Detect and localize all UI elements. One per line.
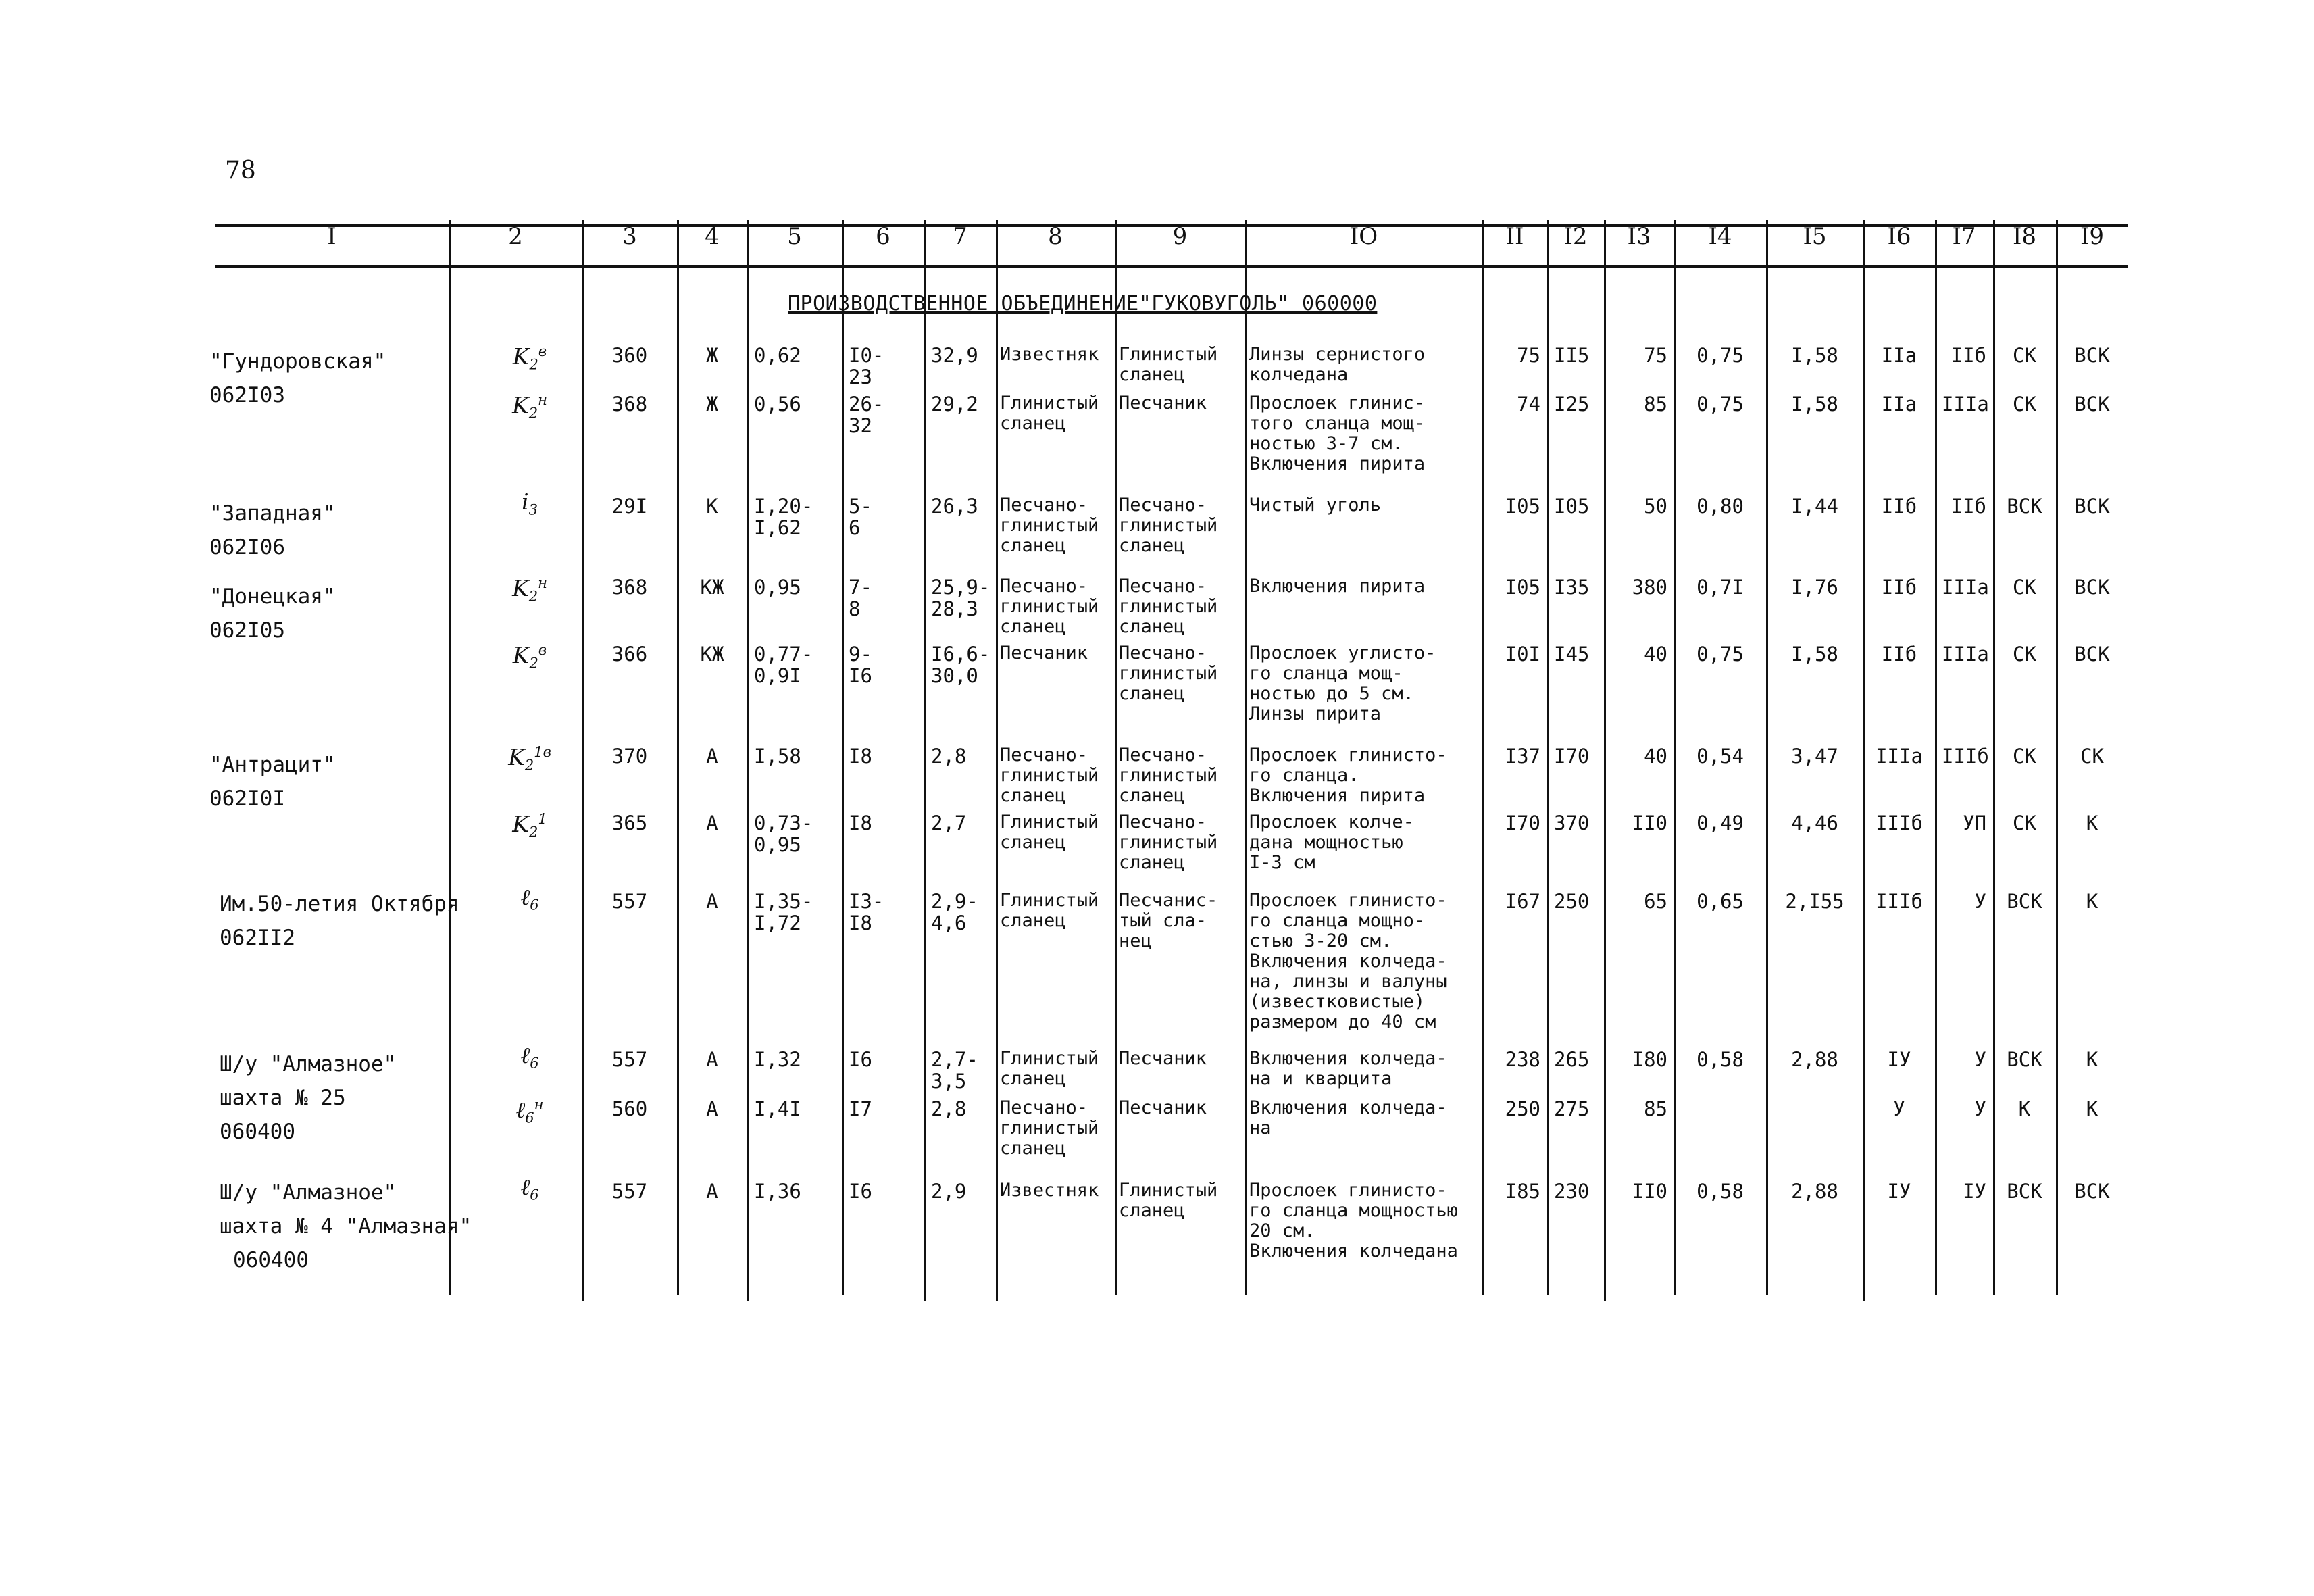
table-cell: I70 — [1554, 745, 1590, 768]
column-divider — [582, 220, 584, 1301]
table-cell: 0,49 — [1696, 812, 1744, 834]
table-cell: I25 — [1554, 393, 1590, 416]
table-cell: Глинистый сланец — [1000, 1048, 1099, 1089]
table-cell: Глинистый сланец — [1000, 812, 1099, 853]
table-cell: I,58 — [1791, 393, 1838, 416]
table-cell: II0 — [1632, 1180, 1667, 1203]
table-cell: Прослоек углисто- го сланца мощ- ностью до 5 см. Линзы пирита — [1249, 643, 1436, 724]
table-cell: IIIa — [1876, 745, 1923, 768]
column-divider — [449, 220, 451, 1295]
table-cell: I05 — [1505, 495, 1540, 518]
table-cell: Песчаник — [1119, 1048, 1207, 1069]
table-cell: 0,80 — [1696, 495, 1744, 518]
column-divider — [2056, 220, 2058, 1295]
table-cell: I,36 — [754, 1180, 801, 1203]
table-cell: Глинистый сланец — [1000, 890, 1099, 931]
table-cell: 250 — [1505, 1097, 1540, 1120]
table-cell: К — [2086, 812, 2098, 834]
seam-base: i — [522, 489, 529, 515]
seam-base: K — [512, 642, 530, 668]
column-divider — [1766, 220, 1768, 1295]
table-cell: I45 — [1554, 643, 1590, 666]
table-cell: А — [706, 1097, 718, 1120]
column-header: I — [327, 223, 336, 250]
table-cell: 275 — [1554, 1097, 1590, 1120]
table-cell: Песчано- глинистый сланец — [1119, 495, 1218, 556]
mine-code: 062II2 — [220, 926, 295, 950]
table-cell: IIIa — [1942, 576, 1989, 599]
table-cell: 0,95 — [754, 576, 801, 599]
column-header: II — [1505, 223, 1524, 250]
table-cell: 32,9 — [931, 344, 978, 367]
seam-sub: 2 — [528, 824, 538, 841]
table-cell: Песчанис- тый сла- нец — [1119, 890, 1218, 951]
table-cell: IIa — [1881, 393, 1917, 416]
column-divider — [842, 220, 844, 1295]
table-cell: II5 — [1554, 344, 1590, 367]
table-cell: I05 — [1554, 495, 1590, 518]
column-header: 8 — [1048, 223, 1063, 250]
table-cell: I8 — [849, 745, 872, 768]
table-cell: 40 — [1644, 745, 1667, 768]
seam-index — [489, 741, 570, 776]
table-cell: 0,75 — [1696, 344, 1744, 367]
table-cell: IIб — [1951, 344, 1986, 367]
seam-index — [489, 341, 570, 376]
table-cell: СК — [2013, 812, 2036, 834]
table-cell: 368 — [611, 576, 648, 599]
table-cell: У — [1974, 1048, 1986, 1071]
seam-index — [489, 389, 570, 424]
table-cell: Включения пирита — [1249, 576, 1426, 597]
table-cell: I85 — [1505, 1180, 1540, 1203]
table-cell: 380 — [1632, 576, 1667, 599]
mine-code: 060400 — [233, 1248, 309, 1272]
table-cell: 557 — [611, 890, 648, 913]
column-header: I8 — [2012, 223, 2037, 250]
mine-name — [209, 345, 386, 412]
column-header: IO — [1349, 223, 1378, 250]
table-cell: I6 — [849, 1048, 872, 1071]
table-cell: Линзы сернистого колчедана — [1249, 344, 1426, 385]
table-cell: 85 — [1644, 1097, 1667, 1120]
column-divider — [1993, 220, 1995, 1295]
table-cell: I67 — [1505, 890, 1540, 913]
column-header: 9 — [1172, 223, 1188, 250]
table-cell: 557 — [611, 1048, 648, 1071]
table-cell: IУ — [1887, 1180, 1911, 1203]
table-cell: 230 — [1554, 1180, 1590, 1203]
table-cell: I80 — [1632, 1048, 1667, 1071]
column-header: 2 — [508, 223, 523, 250]
column-divider — [747, 220, 749, 1301]
table-cell: 9- I6 — [849, 643, 872, 687]
table-cell: 2,I55 — [1785, 890, 1844, 913]
table-cell: Прослоек колче- дана мощностью I-3 см — [1249, 812, 1414, 873]
table-cell: УП — [1963, 812, 1986, 834]
table-cell: 368 — [611, 393, 648, 416]
table-cell: IIIб — [1876, 812, 1923, 834]
table-cell: 2,7- 3,5 — [931, 1048, 978, 1093]
table-cell: 65 — [1644, 890, 1667, 913]
table-cell: I,32 — [754, 1048, 801, 1071]
table-cell: 29,2 — [931, 393, 978, 416]
seam-sub: 2 — [528, 588, 538, 605]
seam-sub: 3 — [528, 501, 538, 518]
seam-index — [489, 491, 570, 521]
mine-line2: шахта № 4 "Алмазная" — [220, 1214, 472, 1239]
column-divider — [996, 220, 998, 1301]
table-cell: Песчано- глинистый сланец — [1000, 745, 1099, 806]
table-cell: I,58 — [1791, 344, 1838, 367]
table-cell: I,20- I,62 — [754, 495, 813, 539]
seam-sub: 2 — [528, 405, 538, 422]
table-cell: Песчаник — [1119, 393, 1207, 414]
table-cell: 366 — [611, 643, 648, 666]
table-cell: Песчаник — [1119, 1097, 1207, 1118]
table-cell: КЖ — [700, 576, 724, 599]
table-cell: IIIб — [1942, 745, 1989, 768]
table-cell: Песчано- глинистый сланец — [1000, 576, 1099, 637]
table-cell: 0,75 — [1696, 393, 1744, 416]
column-header: I7 — [1952, 223, 1976, 250]
mine-name — [209, 580, 336, 647]
mine-code: 062I0I — [209, 787, 285, 811]
table-cell: Песчано- глинистый сланец — [1119, 576, 1218, 637]
seam-sub: 6 — [530, 1055, 539, 1072]
table-cell: Песчано- глинистый сланец — [1119, 643, 1218, 704]
table-cell: СК — [2013, 393, 2036, 416]
table-cell: СК — [2080, 745, 2104, 768]
table-cell: К — [2086, 890, 2098, 913]
table-cell: 0,56 — [754, 393, 801, 416]
seam-sup: н — [538, 392, 547, 408]
table-cell: Чистый уголь — [1249, 495, 1382, 516]
table-cell: СК — [2013, 576, 2036, 599]
table-cell: Включения колчеда- на — [1249, 1097, 1447, 1139]
seam-sub: 2 — [524, 757, 534, 774]
mine-title: Им.50-летия Октября — [220, 892, 459, 916]
column-divider — [1115, 220, 1117, 1295]
table-cell: 0,58 — [1696, 1048, 1744, 1071]
table-cell: I,76 — [1791, 576, 1838, 599]
column-divider — [924, 220, 926, 1301]
table-cell: У — [1893, 1097, 1905, 1120]
table-cell: Прослоек глинисто- го сланца мощно- стью 3-20 см. Включения колчеда- на, линзы и валуны (известковистые) размером до 40 см — [1249, 890, 1447, 1032]
table-cell: I,4I — [754, 1097, 801, 1120]
table-cell: 0,62 — [754, 344, 801, 367]
table-cell: К — [2086, 1048, 2098, 1071]
table-cell: 365 — [611, 812, 648, 834]
header-bottom-rule — [215, 265, 2128, 268]
table-cell: К — [706, 495, 718, 518]
table-cell: 2,9 — [931, 1180, 967, 1203]
table-cell: I,58 — [1791, 643, 1838, 666]
table-cell: IIa — [1881, 344, 1917, 367]
column-header: 4 — [705, 223, 720, 250]
column-divider — [1547, 220, 1549, 1295]
seam-index — [489, 572, 570, 607]
table-cell: СК — [2013, 643, 2036, 666]
table-cell: 560 — [611, 1097, 648, 1120]
column-header: I5 — [1803, 223, 1827, 250]
seam-sub: 2 — [529, 356, 538, 373]
table-cell: Прослоек глинис- того сланца мощ- ностью 3-7 см. Включения пирита — [1249, 393, 1426, 474]
mine-title: "Западная" — [209, 501, 336, 526]
seam-index — [489, 808, 570, 843]
table-cell: 238 — [1505, 1048, 1540, 1071]
table-cell: К — [2086, 1097, 2098, 1120]
seam-base: ℓ — [520, 884, 530, 910]
table-cell: Известняк — [1000, 1180, 1099, 1201]
mine-line2: шахта № 25 — [220, 1086, 346, 1110]
table-cell: 29I — [611, 495, 648, 518]
table-cell: 0,7I — [1696, 576, 1744, 599]
seam-sup: н — [534, 1097, 544, 1113]
table-cell: А — [706, 745, 718, 768]
mine-title: "Гундоровская" — [209, 349, 386, 374]
table-cell: 0,54 — [1696, 745, 1744, 768]
table-cell: 265 — [1554, 1048, 1590, 1071]
table-cell: 360 — [611, 344, 648, 367]
column-divider — [1482, 220, 1484, 1295]
table-cell: I37 — [1505, 745, 1540, 768]
table-cell: Глинистый сланец — [1000, 393, 1099, 434]
table-cell: ВСК — [2007, 1048, 2042, 1071]
column-header: 3 — [622, 223, 637, 250]
seam-index — [489, 1176, 570, 1206]
table-cell: 0,65 — [1696, 890, 1744, 913]
table-cell: ВСК — [2074, 576, 2110, 599]
table-cell: I,58 — [754, 745, 801, 768]
table-cell: Глинистый сланец — [1119, 1180, 1218, 1221]
table-cell: К — [2018, 1097, 2031, 1120]
table-cell: ВСК — [2074, 1180, 2110, 1203]
table-cell: IIб — [1881, 576, 1917, 599]
table-cell: 370 — [611, 745, 648, 768]
table-cell: У — [1974, 890, 1986, 913]
table-cell: I6 — [849, 1180, 872, 1203]
table-cell: IIIa — [1942, 393, 1989, 416]
column-divider — [1604, 220, 1606, 1301]
column-divider — [677, 220, 679, 1295]
table-cell: 2,88 — [1791, 1048, 1838, 1071]
seam-index — [489, 1042, 570, 1074]
column-header: I4 — [1708, 223, 1732, 250]
seam-base: K — [512, 575, 529, 601]
table-cell: 25,9- 28,3 — [931, 576, 990, 620]
table-cell: Песчано- глинистый сланец — [1000, 1097, 1099, 1159]
table-cell: А — [706, 1048, 718, 1071]
table-cell: I35 — [1554, 576, 1590, 599]
table-cell: Прослоек глинисто- го сланца. Включения пирита — [1249, 745, 1447, 806]
table-cell: ВСК — [2074, 344, 2110, 367]
column-header: 6 — [876, 223, 890, 250]
table-cell: I3- I8 — [849, 890, 884, 934]
table-cell: I05 — [1505, 576, 1540, 599]
table-cell: I0- 23 — [849, 344, 884, 389]
seam-index — [489, 1094, 570, 1129]
seam-sup: в — [538, 343, 547, 359]
table-cell: Ж — [706, 344, 718, 367]
table-cell: IIIa — [1942, 643, 1989, 666]
table-cell: 2,88 — [1791, 1180, 1838, 1203]
seam-base: K — [512, 392, 529, 418]
table-cell: Известняк — [1000, 344, 1099, 365]
table-cell: У — [1974, 1097, 1986, 1120]
table-cell: 2,8 — [931, 745, 967, 768]
mine-name — [209, 497, 336, 564]
table-cell: 250 — [1554, 890, 1590, 913]
table-cell: 2,7 — [931, 812, 967, 834]
table-cell: I70 — [1505, 812, 1540, 834]
mine-code: 062I05 — [209, 618, 285, 643]
table-cell: 5- 6 — [849, 495, 872, 539]
table-cell: ВСК — [2074, 393, 2110, 416]
table-cell: Песчаник — [1000, 643, 1088, 664]
table-cell: 75 — [1517, 344, 1540, 367]
table-cell: IIб — [1951, 495, 1986, 518]
table-cell: ВСК — [2007, 1180, 2042, 1203]
mine-code: 060400 — [220, 1120, 295, 1144]
table-cell: 2,9- 4,6 — [931, 890, 978, 934]
table-cell: ВСК — [2074, 643, 2110, 666]
mine-title: Ш/у "Алмазное" — [220, 1052, 397, 1076]
seam-base: K — [508, 744, 525, 770]
mine-name — [209, 748, 336, 816]
table-cell: 0,75 — [1696, 643, 1744, 666]
table-cell: Песчано- глинистый сланец — [1119, 812, 1218, 873]
seam-base: ℓ — [520, 1042, 530, 1068]
table-cell: Прослоек глинисто- го сланца мощностью 20 см. Включения колчедана — [1249, 1180, 1458, 1262]
seam-sup: в — [538, 642, 547, 658]
table-cell: 74 — [1517, 393, 1540, 416]
table-cell: 4,46 — [1791, 812, 1838, 834]
column-header: I2 — [1563, 223, 1588, 250]
table-cell: СК — [2013, 344, 2036, 367]
table-cell: 370 — [1554, 812, 1590, 834]
table-cell: Песчано- глинистый сланец — [1119, 745, 1218, 806]
table-cell: 40 — [1644, 643, 1667, 666]
table-cell: 26,3 — [931, 495, 978, 518]
table-cell: II0 — [1632, 812, 1667, 834]
column-divider — [1674, 220, 1676, 1295]
mine-title: "Антрацит" — [209, 753, 336, 777]
column-divider — [1863, 220, 1865, 1301]
table-cell: I,35- I,72 — [754, 890, 813, 934]
table-cell: IIIб — [1876, 890, 1923, 913]
column-header: I3 — [1627, 223, 1651, 250]
mine-name — [220, 887, 459, 955]
table-cell: Песчано- глинистый сланец — [1000, 495, 1099, 556]
seam-sub: 6 — [530, 1187, 539, 1203]
table-cell: I6,6- 30,0 — [931, 643, 990, 687]
seam-index — [489, 639, 570, 674]
table-cell: I0I — [1505, 643, 1540, 666]
table-cell: ВСК — [2007, 890, 2042, 913]
column-header: I9 — [2080, 223, 2105, 250]
column-divider — [1935, 220, 1937, 1295]
mine-code: 062I03 — [209, 383, 285, 407]
table-cell: 3,47 — [1791, 745, 1838, 768]
table-cell: 0,77- 0,9I — [754, 643, 813, 687]
table-cell: А — [706, 890, 718, 913]
table-cell: ВСК — [2074, 495, 2110, 518]
seam-sup: 1 — [538, 811, 547, 827]
mine-code: 062I06 — [209, 535, 285, 559]
table-cell: I8 — [849, 812, 872, 834]
mine-name — [220, 1047, 396, 1149]
association-title: ПРОИЗВОДСТВЕННОЕ ОБЪЕДИНЕНИЕ"ГУКОВУГОЛЬ" 060000 — [788, 292, 1378, 316]
column-header: 7 — [953, 223, 967, 250]
seam-base: K — [512, 811, 529, 837]
table-cell: КЖ — [700, 643, 724, 666]
seam-sup: н — [538, 575, 547, 591]
table-cell: Ж — [706, 393, 718, 416]
seam-sub: 6 — [530, 897, 539, 914]
seam-base: ℓ — [515, 1097, 526, 1123]
seam-sup: 1в — [534, 744, 551, 760]
column-header: 5 — [787, 223, 802, 250]
table-cell: 50 — [1644, 495, 1667, 518]
seam-base: K — [512, 343, 530, 370]
table-cell: IIб — [1881, 643, 1917, 666]
table-cell: Глинистый сланец — [1119, 344, 1218, 385]
column-header: I6 — [1887, 223, 1911, 250]
table-cell: IУ — [1887, 1048, 1911, 1071]
table-cell: I7 — [849, 1097, 872, 1120]
mine-title: "Донецкая" — [209, 584, 336, 609]
table-cell: I,44 — [1791, 495, 1838, 518]
table-cell: СК — [2013, 745, 2036, 768]
table-cell: 0,73- 0,95 — [754, 812, 813, 856]
table-cell: IIб — [1881, 495, 1917, 518]
table-cell: 26- 32 — [849, 393, 884, 437]
table-cell: А — [706, 1180, 718, 1203]
table-cell: IУ — [1963, 1180, 1986, 1203]
table-cell: 7- 8 — [849, 576, 872, 620]
table-cell: ВСК — [2007, 495, 2042, 518]
mine-name — [220, 1176, 472, 1277]
table-cell: 75 — [1644, 344, 1667, 367]
seam-index — [489, 884, 570, 916]
table-cell: 0,58 — [1696, 1180, 1744, 1203]
table-cell: 557 — [611, 1180, 648, 1203]
seam-sub: 2 — [529, 655, 538, 672]
seam-base: ℓ — [520, 1174, 530, 1200]
table-cell: 2,8 — [931, 1097, 967, 1120]
mine-title: Ш/у "Алмазное" — [220, 1180, 397, 1205]
page-number: 78 — [225, 157, 256, 184]
seam-sub: 6 — [525, 1109, 534, 1126]
column-divider — [1245, 220, 1247, 1295]
table-cell: А — [706, 812, 718, 834]
table-cell: Включения колчеда- на и кварцита — [1249, 1048, 1447, 1089]
table-cell: 85 — [1644, 393, 1667, 416]
